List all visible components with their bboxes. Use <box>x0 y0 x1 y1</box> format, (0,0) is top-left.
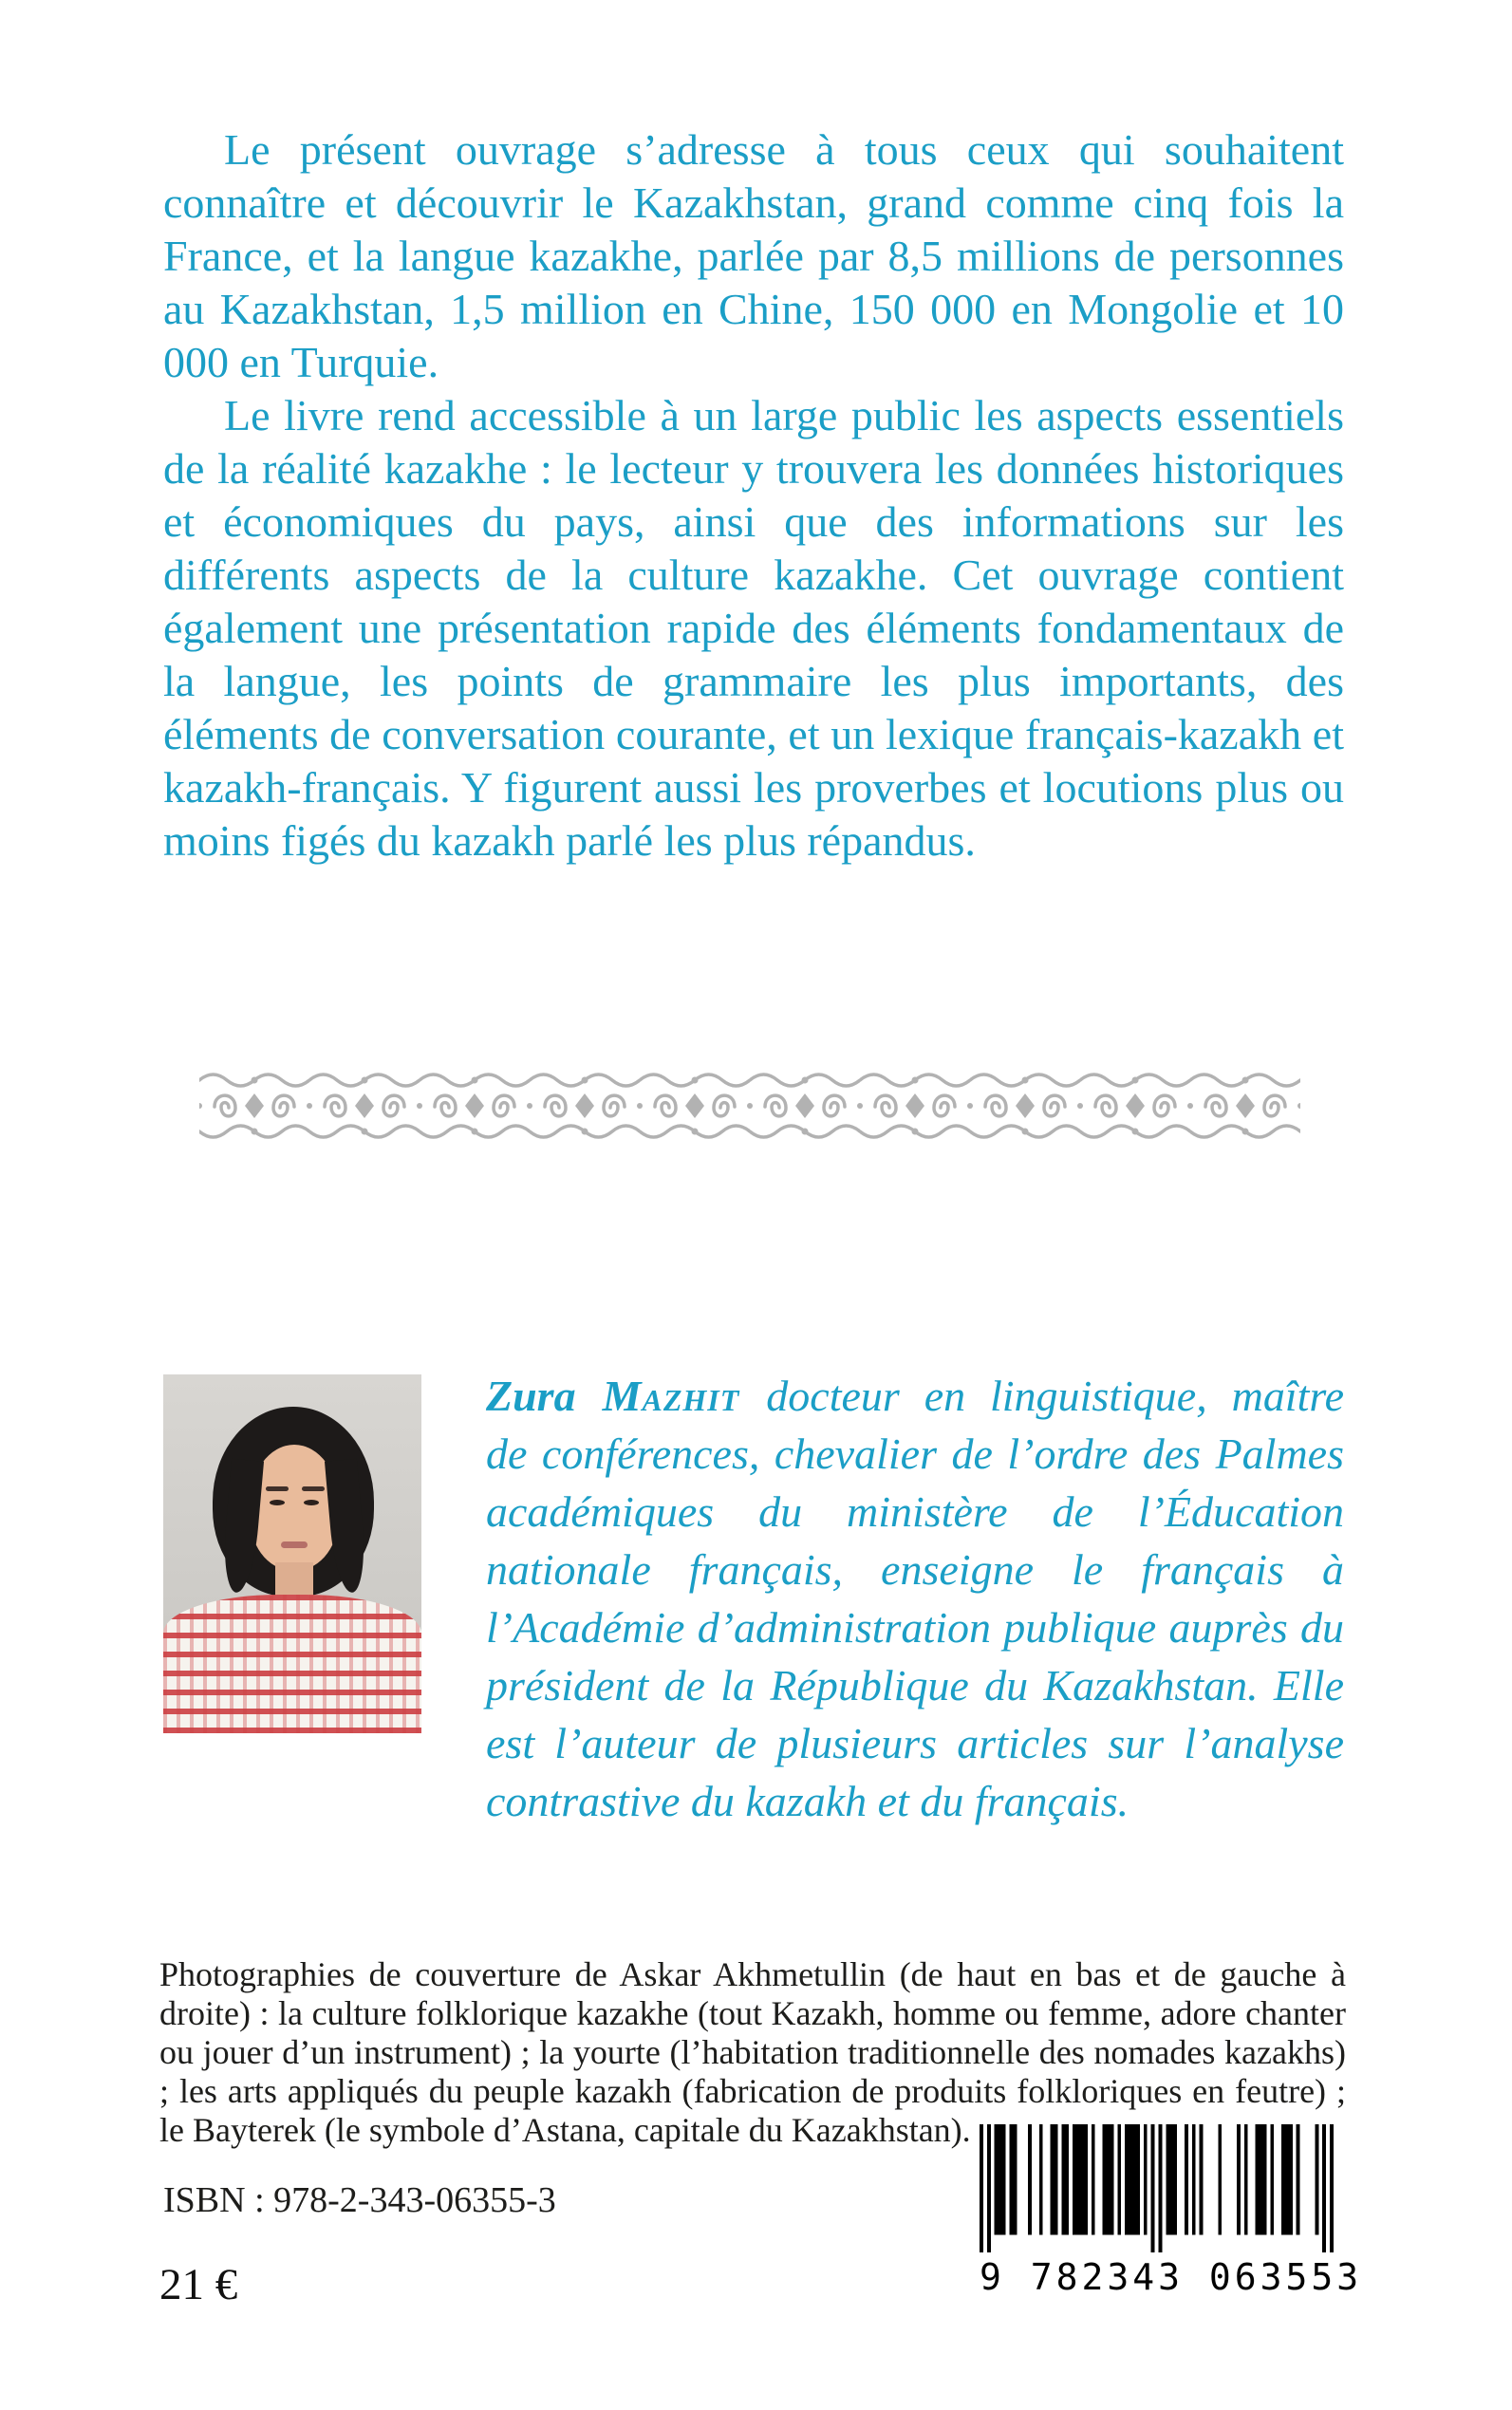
synopsis-block <box>163 123 1344 868</box>
author-bio-paragraph <box>486 1367 1344 1830</box>
photo-eye-left <box>270 1500 285 1505</box>
photo-credits: Photographies de couverture de Askar Akhmetullin (de haut en bas et de gauche à droite) : la culture folklorique kazakhe (tout Kazakh, homme ou femme, adore chanter ou jouer d’un instrument) ; la yourte (l’habitation traditionnelle des nomades kazakhs) ; les arts appliqués du peuple kazakh (fabrication de produits folkloriques en feutre) ; le Bayterek (le symbole d’Astana, capitale du Kazakhstan). <box>159 1955 1346 2149</box>
barcode-bars <box>980 2124 1334 2252</box>
barcode-bars-icon <box>980 2124 1334 2252</box>
synopsis-paragraph-1: Le présent ouvrage s’adresse à tous ceux qui souhaitent connaître et découvrir le Kazakhstan, grand comme cinq fois la France, et la langue kazakhe, parlée par 8,5 millions de personnes au Kazakhstan, 1,5 million en Chine, 150 000 en Mongolie et 10 000 en Turquie. <box>163 125 1344 386</box>
price-label: 21 € <box>159 2260 238 2309</box>
photo-brow-right <box>302 1486 325 1491</box>
ean13-barcode <box>980 2124 1363 2298</box>
author-bio-section <box>163 1367 1344 1830</box>
photo-mouth <box>281 1541 308 1548</box>
photo-brow-left <box>266 1486 289 1491</box>
author-last-name: Mazhit <box>602 1372 740 1420</box>
ornament-pattern-icon <box>199 1071 1300 1141</box>
photo-shirt <box>163 1595 421 1733</box>
author-photo <box>163 1374 421 1733</box>
isbn-line: ISBN : 978-2-343-06355-3 <box>163 2180 556 2220</box>
author-bio-text: docteur en linguistique, maître de conférences, chevalier de l’ordre des Palmes académiques du ministère de l’Éducation nationale français, enseigne le français à l’Académie d’administration publique auprès du président de la République du Kazakhstan. Elle est l’auteur de plusieurs articles sur l’analyse contrastive du kazakh et du français. <box>486 1372 1344 1825</box>
kazakh-ornament-band <box>199 1071 1300 1141</box>
synopsis-paragraph-2: Le livre rend accessible à un large public les aspects essentiels de la réalité kazakhe : le lecteur y trouvera les données historiques et économiques du pays, ainsi que des informations sur les différents aspects de la culture kazakhe. Cet ouvrage contient également une présentation rapide des éléments fondamentaux de la langue, les points de grammaire les plus importants, des éléments de conversation courante, et un lexique français-kazakh et kazakh-français. Y figurent aussi les proverbes et locutions plus ou moins figés du kazakh parlé les plus répandus. <box>163 391 1344 865</box>
barcode-number: 9 782343 063553 <box>980 2256 1363 2298</box>
photo-eye-right <box>304 1500 319 1505</box>
author-first-name: Zura <box>486 1372 576 1420</box>
